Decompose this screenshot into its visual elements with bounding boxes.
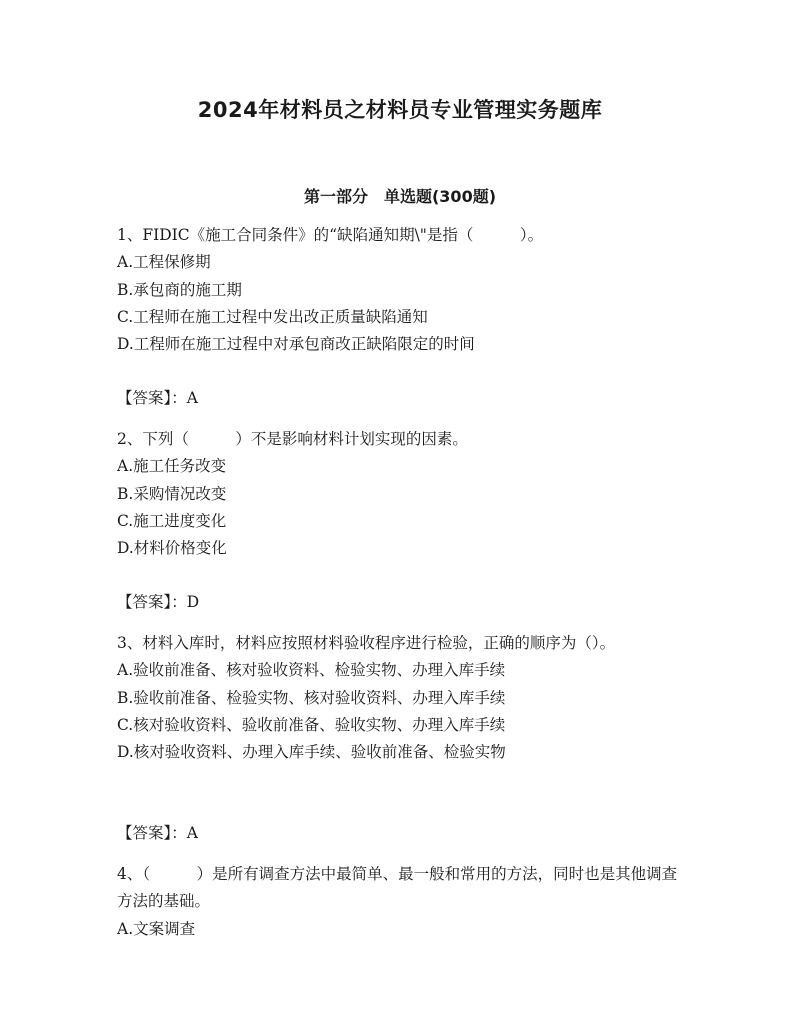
option-d: D.工程师在施工过程中对承包商改正缺陷限定的时间 <box>117 335 475 354</box>
section-heading: 第一部分 单选题(300题) <box>303 187 497 206</box>
question-1 <box>117 222 687 358</box>
answer-1: 【答案】：A <box>117 389 198 407</box>
option-b: B.采购情况改变 <box>117 484 227 503</box>
option-c: C.核对验收资料、验收前准备、验收实物、办理入库手续 <box>117 715 506 734</box>
option-a: A.施工任务改变 <box>117 457 227 476</box>
question-4 <box>117 861 687 943</box>
option-d: D.材料价格变化 <box>117 539 227 558</box>
option-c: C.施工进度变化 <box>117 511 227 530</box>
question-3 <box>117 630 687 766</box>
option-c: C.工程师在施工过程中发出改正质量缺陷通知 <box>117 307 428 326</box>
question-stem: 2、下列（ ）不是影响材料计划实现的因素。 <box>117 430 468 448</box>
answer-3: 【答案】：A <box>117 824 198 842</box>
option-d: D.核对验收资料、办理入库手续、验收前准备、检验实物 <box>117 743 506 762</box>
option-a: A.工程保修期 <box>117 253 211 272</box>
question-stem: 4、（ ）是所有调查方法中最简单、最一般和常用的方法，同时也是其他调查方法的基础。 <box>117 865 678 911</box>
answer-2: 【答案】：D <box>117 593 200 611</box>
question-stem: 3、材料入库时，材料应按照材料验收程序进行检验，正确的顺序为（）。 <box>117 634 616 652</box>
option-a: A.验收前准备、核对验收资料、检验实物、办理入库手续 <box>117 661 506 680</box>
page-title: 2024年材料员之材料员专业管理实务题库 <box>197 98 603 122</box>
question-2 <box>117 426 687 562</box>
option-b: B.承包商的施工期 <box>117 280 242 299</box>
question-stem: 1、FIDIC《施工合同条件》的“缺陷通知期\"是指（ ）。 <box>117 226 544 244</box>
option-b: B.验收前准备、检验实物、核对验收资料、办理入库手续 <box>117 688 506 707</box>
option-a: A.文案调查 <box>117 919 196 938</box>
